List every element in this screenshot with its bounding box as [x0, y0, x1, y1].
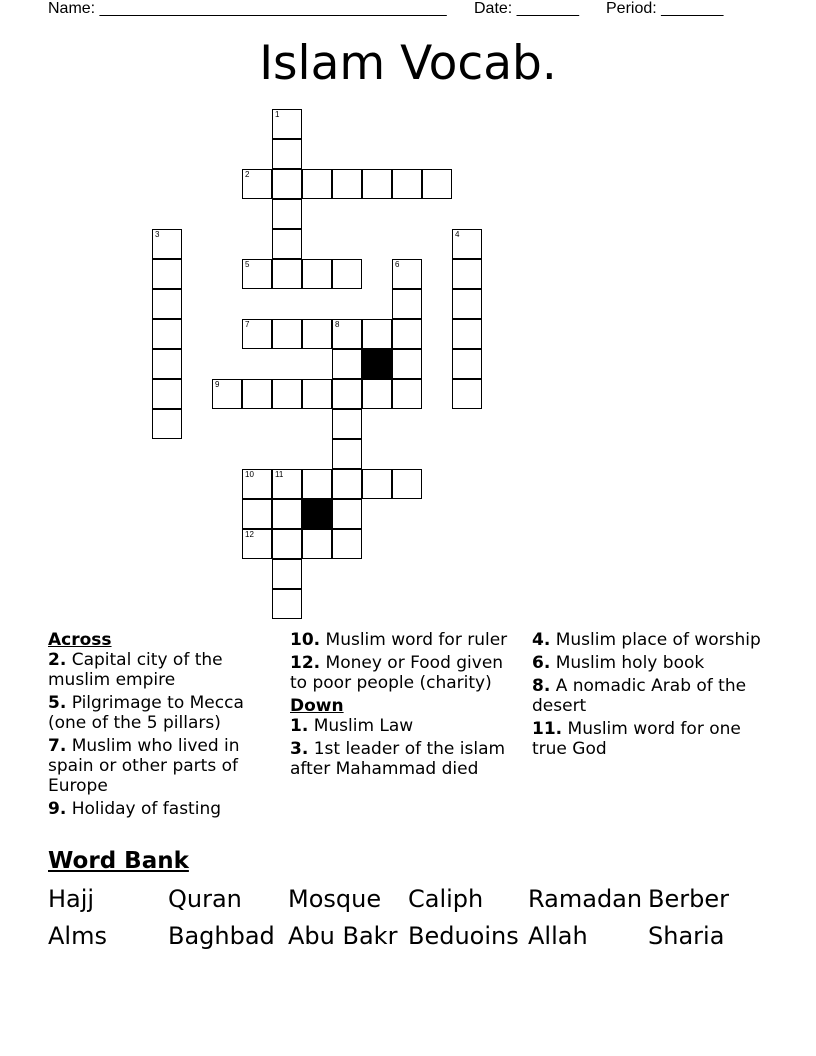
crossword-cell[interactable] — [272, 169, 302, 199]
clue-item-text: 1st leader of the islam after Mahammad died — [290, 739, 506, 779]
crossword-cell[interactable] — [272, 469, 302, 499]
crossword-cell[interactable] — [452, 349, 482, 379]
crossword-cell[interactable] — [242, 379, 272, 409]
word-bank-word: Sharia — [648, 922, 725, 950]
crossword-cell[interactable] — [152, 229, 182, 259]
word-bank-word: Baghbad — [168, 922, 275, 950]
clue-item — [48, 650, 280, 690]
clue-item — [48, 799, 280, 819]
clue-item-text: Muslim word for one true God — [532, 719, 741, 759]
clue-item-text: A nomadic Arab of the desert — [532, 676, 747, 716]
crossword-cell[interactable] — [302, 319, 332, 349]
crossword-cell[interactable] — [152, 259, 182, 289]
crossword-black-cell — [362, 349, 392, 379]
clue-item-number: 4. — [532, 630, 551, 650]
crossword-cell[interactable] — [332, 409, 362, 439]
word-bank-word: Ramadan — [528, 885, 643, 913]
crossword-cell[interactable] — [272, 139, 302, 169]
crossword-cell[interactable] — [242, 319, 272, 349]
clue-item — [48, 693, 280, 733]
crossword-cell[interactable] — [272, 259, 302, 289]
crossword-cell[interactable] — [242, 499, 272, 529]
crossword-cell[interactable] — [272, 229, 302, 259]
word-bank-word: Caliph — [408, 885, 484, 913]
clue-item-text: Muslim Law — [313, 716, 414, 736]
crossword-cell[interactable] — [392, 289, 422, 319]
crossword-cell[interactable] — [272, 529, 302, 559]
clue-item-number: 1. — [290, 716, 309, 736]
clue-item — [532, 676, 772, 716]
word-bank-word: Hajj — [48, 885, 95, 913]
crossword-cell[interactable] — [392, 259, 422, 289]
clue-number: 1 — [275, 110, 280, 119]
clue-number: 6 — [395, 260, 400, 269]
crossword-cell[interactable] — [272, 109, 302, 139]
crossword-cell[interactable] — [152, 319, 182, 349]
crossword-cell[interactable] — [152, 409, 182, 439]
clue-item-number: 10. — [290, 630, 321, 650]
word-bank-title: Word Bank — [48, 848, 189, 874]
word-bank-word: Quran — [168, 885, 242, 913]
clue-item-number: 9. — [48, 799, 67, 819]
crossword-cell[interactable] — [272, 589, 302, 619]
word-bank-word: Mosque — [288, 885, 382, 913]
clue-item-number: 5. — [48, 693, 67, 713]
clue-item — [290, 630, 522, 650]
crossword-cell[interactable] — [272, 499, 302, 529]
clue-item-number: 7. — [48, 736, 67, 756]
clue-number: 9 — [215, 380, 220, 389]
crossword-cell[interactable] — [242, 469, 272, 499]
crossword-cell[interactable] — [332, 379, 362, 409]
word-bank-word: Allah — [528, 922, 588, 950]
clue-item — [532, 719, 772, 759]
crossword-cell[interactable] — [332, 169, 362, 199]
crossword-cell[interactable] — [392, 349, 422, 379]
crossword-cell[interactable] — [332, 499, 362, 529]
crossword-cell[interactable] — [242, 259, 272, 289]
period-field[interactable]: Period: _______ — [606, 0, 724, 17]
word-bank-word: Berber — [648, 885, 729, 913]
clue-item — [532, 630, 772, 650]
crossword-black-cell — [302, 499, 332, 529]
name-field[interactable]: Name: _______________________________________ — [48, 0, 447, 17]
crossword-cell[interactable] — [272, 199, 302, 229]
page-title: Islam Vocab. — [259, 36, 557, 91]
crossword-cell[interactable] — [272, 379, 302, 409]
crossword-cell[interactable] — [452, 379, 482, 409]
crossword-cell[interactable] — [452, 319, 482, 349]
clue-number: 5 — [245, 260, 250, 269]
clue-item-number: 6. — [532, 653, 551, 673]
clue-item — [48, 736, 280, 796]
word-bank-word: Beduoins — [408, 922, 519, 950]
down-heading: Down — [290, 696, 344, 716]
clues-column-3 — [532, 630, 772, 762]
clue-item-number: 2. — [48, 650, 67, 670]
clue-item-text: Capital city of the muslim empire — [48, 650, 223, 690]
crossword-cell[interactable] — [362, 379, 392, 409]
crossword-cell[interactable] — [392, 469, 422, 499]
clue-item-number: 12. — [290, 653, 321, 673]
crossword-cell[interactable] — [332, 349, 362, 379]
clue-item-text: Muslim holy book — [555, 653, 705, 673]
crossword-cell[interactable] — [152, 349, 182, 379]
clue-item — [290, 653, 522, 693]
crossword-cell[interactable] — [392, 169, 422, 199]
crossword-cell[interactable] — [392, 379, 422, 409]
clue-item — [532, 653, 772, 673]
crossword-cell[interactable] — [332, 319, 362, 349]
crossword-cell[interactable] — [212, 379, 242, 409]
crossword-cell[interactable] — [242, 529, 272, 559]
crossword-cell[interactable] — [302, 169, 332, 199]
clue-number: 10 — [245, 470, 254, 479]
clue-number: 3 — [155, 230, 160, 239]
crossword-cell[interactable] — [452, 289, 482, 319]
clue-item — [290, 716, 522, 736]
clue-number: 7 — [245, 320, 250, 329]
clue-number: 2 — [245, 170, 250, 179]
crossword-cell[interactable] — [452, 229, 482, 259]
crossword-cell[interactable] — [452, 259, 482, 289]
clue-item-text: Money or Food given to poor people (charity) — [290, 653, 504, 693]
clue-number: 11 — [275, 470, 284, 479]
crossword-cell[interactable] — [332, 439, 362, 469]
crossword-cell[interactable] — [422, 169, 452, 199]
clue-item — [290, 739, 522, 779]
across-heading: Across — [48, 630, 112, 650]
word-bank-word: Alms — [48, 922, 107, 950]
crossword-cell[interactable] — [362, 319, 392, 349]
clue-item-text: Muslim who lived in spain or other parts of Europe — [48, 736, 240, 796]
clues-column-2 — [290, 630, 522, 782]
crossword-cell[interactable] — [362, 469, 392, 499]
crossword-cell[interactable] — [362, 169, 392, 199]
crossword-cell[interactable] — [152, 379, 182, 409]
clues-column-1 — [48, 630, 280, 822]
clue-item-number: 3. — [290, 739, 309, 759]
clue-number: 8 — [335, 320, 340, 329]
clue-item-text: Holiday of fasting — [71, 799, 222, 819]
crossword-cell[interactable] — [152, 289, 182, 319]
clue-number: 4 — [455, 230, 460, 239]
clue-item-text: Muslim place of worship — [555, 630, 761, 650]
crossword-cell[interactable] — [302, 379, 332, 409]
crossword-cell[interactable] — [332, 469, 362, 499]
clue-number: 12 — [245, 530, 254, 539]
crossword-cell[interactable] — [272, 559, 302, 589]
word-bank-word: Abu Bakr — [288, 922, 398, 950]
crossword-cell[interactable] — [392, 319, 422, 349]
clue-item-number: 8. — [532, 676, 551, 696]
crossword-cell[interactable] — [332, 529, 362, 559]
crossword-cell[interactable] — [242, 169, 272, 199]
crossword-cell[interactable] — [332, 259, 362, 289]
clue-item-text: Muslim word for ruler — [325, 630, 508, 650]
crossword-cell[interactable] — [272, 319, 302, 349]
clue-item-text: Pilgrimage to Mecca (one of the 5 pillars) — [48, 693, 244, 733]
crossword-cell[interactable] — [302, 259, 332, 289]
crossword-cell[interactable] — [302, 529, 332, 559]
crossword-cell[interactable] — [302, 469, 332, 499]
clue-item-number: 11. — [532, 719, 563, 739]
date-field[interactable]: Date: _______ — [474, 0, 579, 17]
